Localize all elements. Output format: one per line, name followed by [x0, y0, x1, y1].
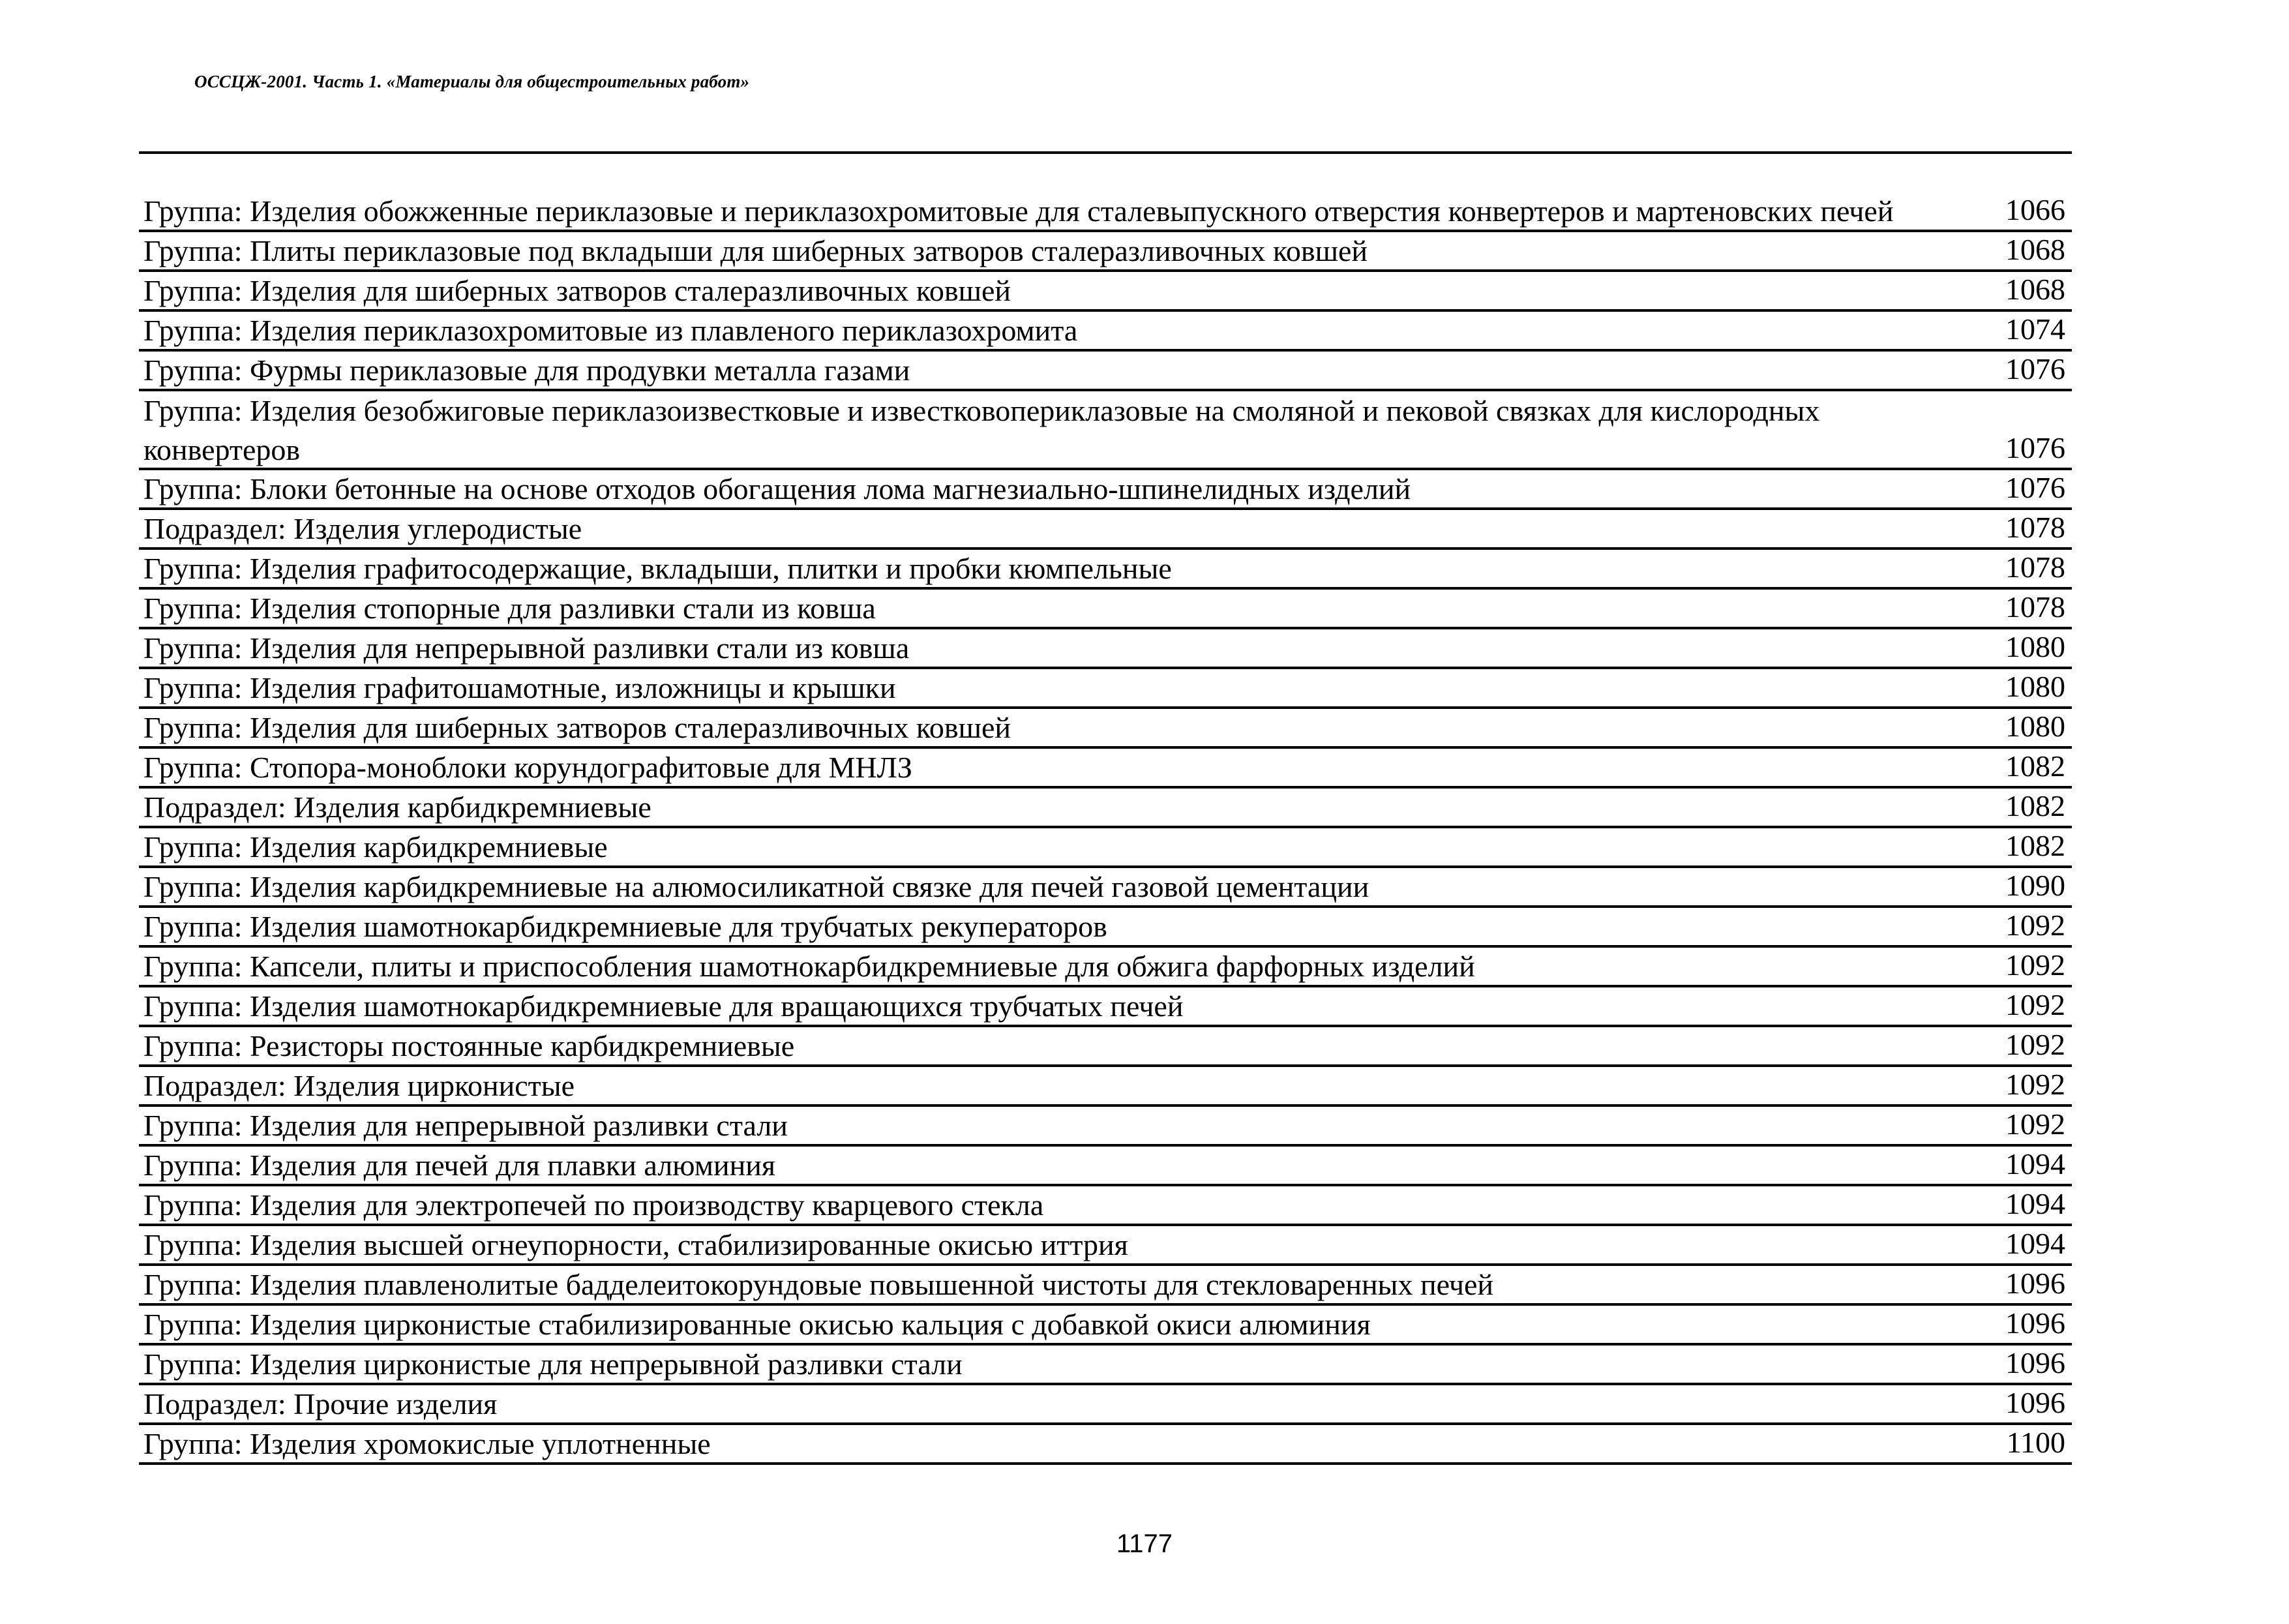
toc-entry: [139, 948, 2072, 987]
toc-entry: [139, 749, 2072, 789]
toc-entry-page: 1092: [2005, 988, 2065, 1021]
toc-entry-page: 1076: [2005, 431, 2065, 464]
toc-entry-title: Группа: Изделия цирконистые для непрерывной разливки стали: [143, 1347, 963, 1381]
toc-entry-page: 1092: [2005, 1028, 2065, 1061]
toc-entry-title: Группа: Изделия для шиберных затворов сталеразливочных ковшей: [143, 274, 1011, 307]
toc-entry-page: 1090: [2005, 869, 2065, 902]
toc-entry-title: Группа: Изделия для электропечей по производству кварцевого стекла: [143, 1188, 1044, 1222]
toc-entry: [139, 789, 2072, 828]
toc-entry-title: Подраздел: Изделия углеродистые: [143, 512, 582, 545]
toc-entry: [139, 1385, 2072, 1425]
toc-entry: [139, 352, 2072, 391]
toc-entry-page: 1082: [2005, 829, 2065, 862]
toc-entry: [139, 232, 2072, 272]
toc-entry: [139, 1306, 2072, 1346]
toc-entry-title: Группа: Изделия графитошамотные, изложницы и крышки: [143, 671, 896, 704]
header-divider: [139, 151, 2072, 154]
toc-entry: [139, 1107, 2072, 1147]
toc-entry-title: Группа: Плиты периклазовые под вкладыши для шиберных затворов сталеразливочных ковшей: [143, 234, 1368, 267]
toc-entry: [139, 709, 2072, 749]
toc-entry-page: 1074: [2005, 312, 2065, 346]
toc-entry: [139, 1186, 2072, 1226]
toc-entry-title: Группа: Изделия цирконистые стабилизированные окисью кальция с добавкой окиси алюминия: [143, 1308, 1371, 1341]
toc-entry: [139, 550, 2072, 590]
toc-entry-title: Группа: Изделия карбидкремниевые на алюмосиликатной связке для печей газовой цементации: [143, 870, 1369, 903]
toc-entry: [139, 908, 2072, 948]
toc-entry-page: 1068: [2005, 273, 2065, 306]
toc-entry-page: 1094: [2005, 1187, 2065, 1220]
toc-entry-title: Группа: Изделия графитосодержащие, вкладыши, плитки и пробки кюмпельные: [143, 552, 1172, 585]
toc-entry-title: Группа: Изделия шамотнокарбидкремниевые для трубчатых рекуператоров: [143, 910, 1107, 943]
toc-entry-page: 1100: [2006, 1426, 2065, 1459]
toc-entry: [139, 987, 2072, 1027]
toc-entry: [139, 470, 2072, 510]
toc-entry-page: 1096: [2005, 1267, 2065, 1300]
toc-entry-page: 1096: [2005, 1306, 2065, 1340]
toc-entry-page: 1078: [2005, 590, 2065, 624]
toc-entry-title: Группа: Изделия стопорные для разливки стали из ковша: [143, 592, 876, 625]
toc-entry-title: Подраздел: Прочие изделия: [143, 1387, 498, 1421]
toc-entry: [139, 828, 2072, 868]
running-header: ОССЦЖ-2001. Часть 1. «Материалы для общестроительных работ»: [194, 72, 750, 91]
toc-entry: [139, 669, 2072, 709]
toc-entry-title: Группа: Изделия обожженные периклазовые и периклазохромитовые для сталевыпускного отверстия конвертеров и мартеновских печей: [143, 194, 1894, 228]
toc-entry-page: 1076: [2005, 352, 2065, 385]
toc-entry: [139, 1067, 2072, 1107]
toc-entry: [139, 868, 2072, 908]
toc-entry: [139, 629, 2072, 669]
toc-entry-page: 1080: [2005, 630, 2065, 663]
toc-entry-page: 1068: [2005, 233, 2065, 266]
toc-entry-title: Подраздел: Изделия цирконистые: [143, 1069, 575, 1102]
toc-entry-page: 1092: [2005, 948, 2065, 982]
toc-entry: [139, 510, 2072, 550]
toc-entry-title: Группа: Изделия плавленолитые бадделеитокорундовые повышенной чистоты для стекловаренных печей: [143, 1268, 1494, 1301]
toc-entry-page: 1066: [2005, 193, 2065, 226]
toc-entry-title: Группа: Изделия для печей для плавки алюминия: [143, 1149, 776, 1182]
toc-entry: [139, 1425, 2072, 1465]
toc-entry-title: Группа: Изделия высшей огнеупорности, стабилизированные окисью иттрия: [143, 1228, 1128, 1261]
toc-entry: [139, 312, 2072, 352]
toc-entry-title: Группа: Фурмы периклазовые для продувки металла газами: [143, 353, 910, 387]
toc-entry: [139, 391, 2072, 470]
toc-entry-page: 1094: [2005, 1227, 2065, 1260]
toc-entry-page: 1092: [2005, 1107, 2065, 1141]
toc-entry-title: Группа: Блоки бетонные на основе отходов обогащения лома магнезиально-шпинелидных изделий: [143, 472, 1411, 505]
toc-entry: [139, 192, 2072, 232]
toc-entry-title: Группа: Изделия хромокислые уплотненные: [143, 1427, 711, 1460]
toc-entry-page: 1094: [2005, 1147, 2065, 1180]
toc-entry-title: Группа: Изделия безобжиговые периклазоизвестковые и известковопериклазовые на смоляной и пековой связках для кислородных конвертеров: [143, 394, 1820, 466]
toc-entry-page: 1078: [2005, 511, 2065, 544]
toc-entry-title: Группа: Изделия для шиберных затворов сталеразливочных ковшей: [143, 711, 1011, 744]
toc-entry: [139, 1027, 2072, 1067]
toc-entry-title: Группа: Изделия периклазохромитовые из плавленого периклазохромита: [143, 314, 1078, 347]
toc-entry-title: Группа: Капсели, плиты и приспособления шамотнокарбидкремниевые для обжига фарфорных изделий: [143, 950, 1475, 983]
toc-entry-page: 1080: [2005, 670, 2065, 703]
toc-list: [139, 192, 2072, 1465]
toc-entry-page: 1082: [2005, 789, 2065, 822]
toc-entry-page: 1092: [2005, 909, 2065, 942]
toc-entry-page: 1082: [2005, 749, 2065, 783]
toc-entry-page: 1076: [2005, 471, 2065, 504]
toc-entry-title: Группа: Изделия для непрерывной разливки стали из ковша: [143, 631, 910, 665]
toc-entry-title: Группа: Изделия карбидкремниевые: [143, 830, 608, 864]
toc-entry-page: 1096: [2005, 1346, 2065, 1379]
toc-entry: [139, 1266, 2072, 1306]
toc-entry-title: Группа: Изделия шамотнокарбидкремниевые для вращающихся трубчатых печей: [143, 989, 1184, 1023]
toc-entry-title: Группа: Резисторы постоянные карбидкремниевые: [143, 1029, 795, 1062]
toc-entry: [139, 1147, 2072, 1186]
toc-entry-title: Группа: Изделия для непрерывной разливки стали: [143, 1109, 788, 1142]
toc-entry: [139, 272, 2072, 312]
toc-entry-title: Группа: Стопора-моноблоки корундографитовые для МНЛЗ: [143, 751, 912, 784]
toc-entry: [139, 1346, 2072, 1385]
toc-entry-page: 1092: [2005, 1068, 2065, 1101]
toc-entry-page: 1080: [2005, 710, 2065, 743]
toc-entry: [139, 590, 2072, 629]
toc-entry: [139, 1226, 2072, 1266]
toc-entry-title: Подраздел: Изделия карбидкремниевые: [143, 790, 651, 824]
page-number: 1177: [1116, 1529, 1173, 1558]
toc-entry-page: 1096: [2005, 1386, 2065, 1419]
toc-entry-page: 1078: [2005, 550, 2065, 584]
